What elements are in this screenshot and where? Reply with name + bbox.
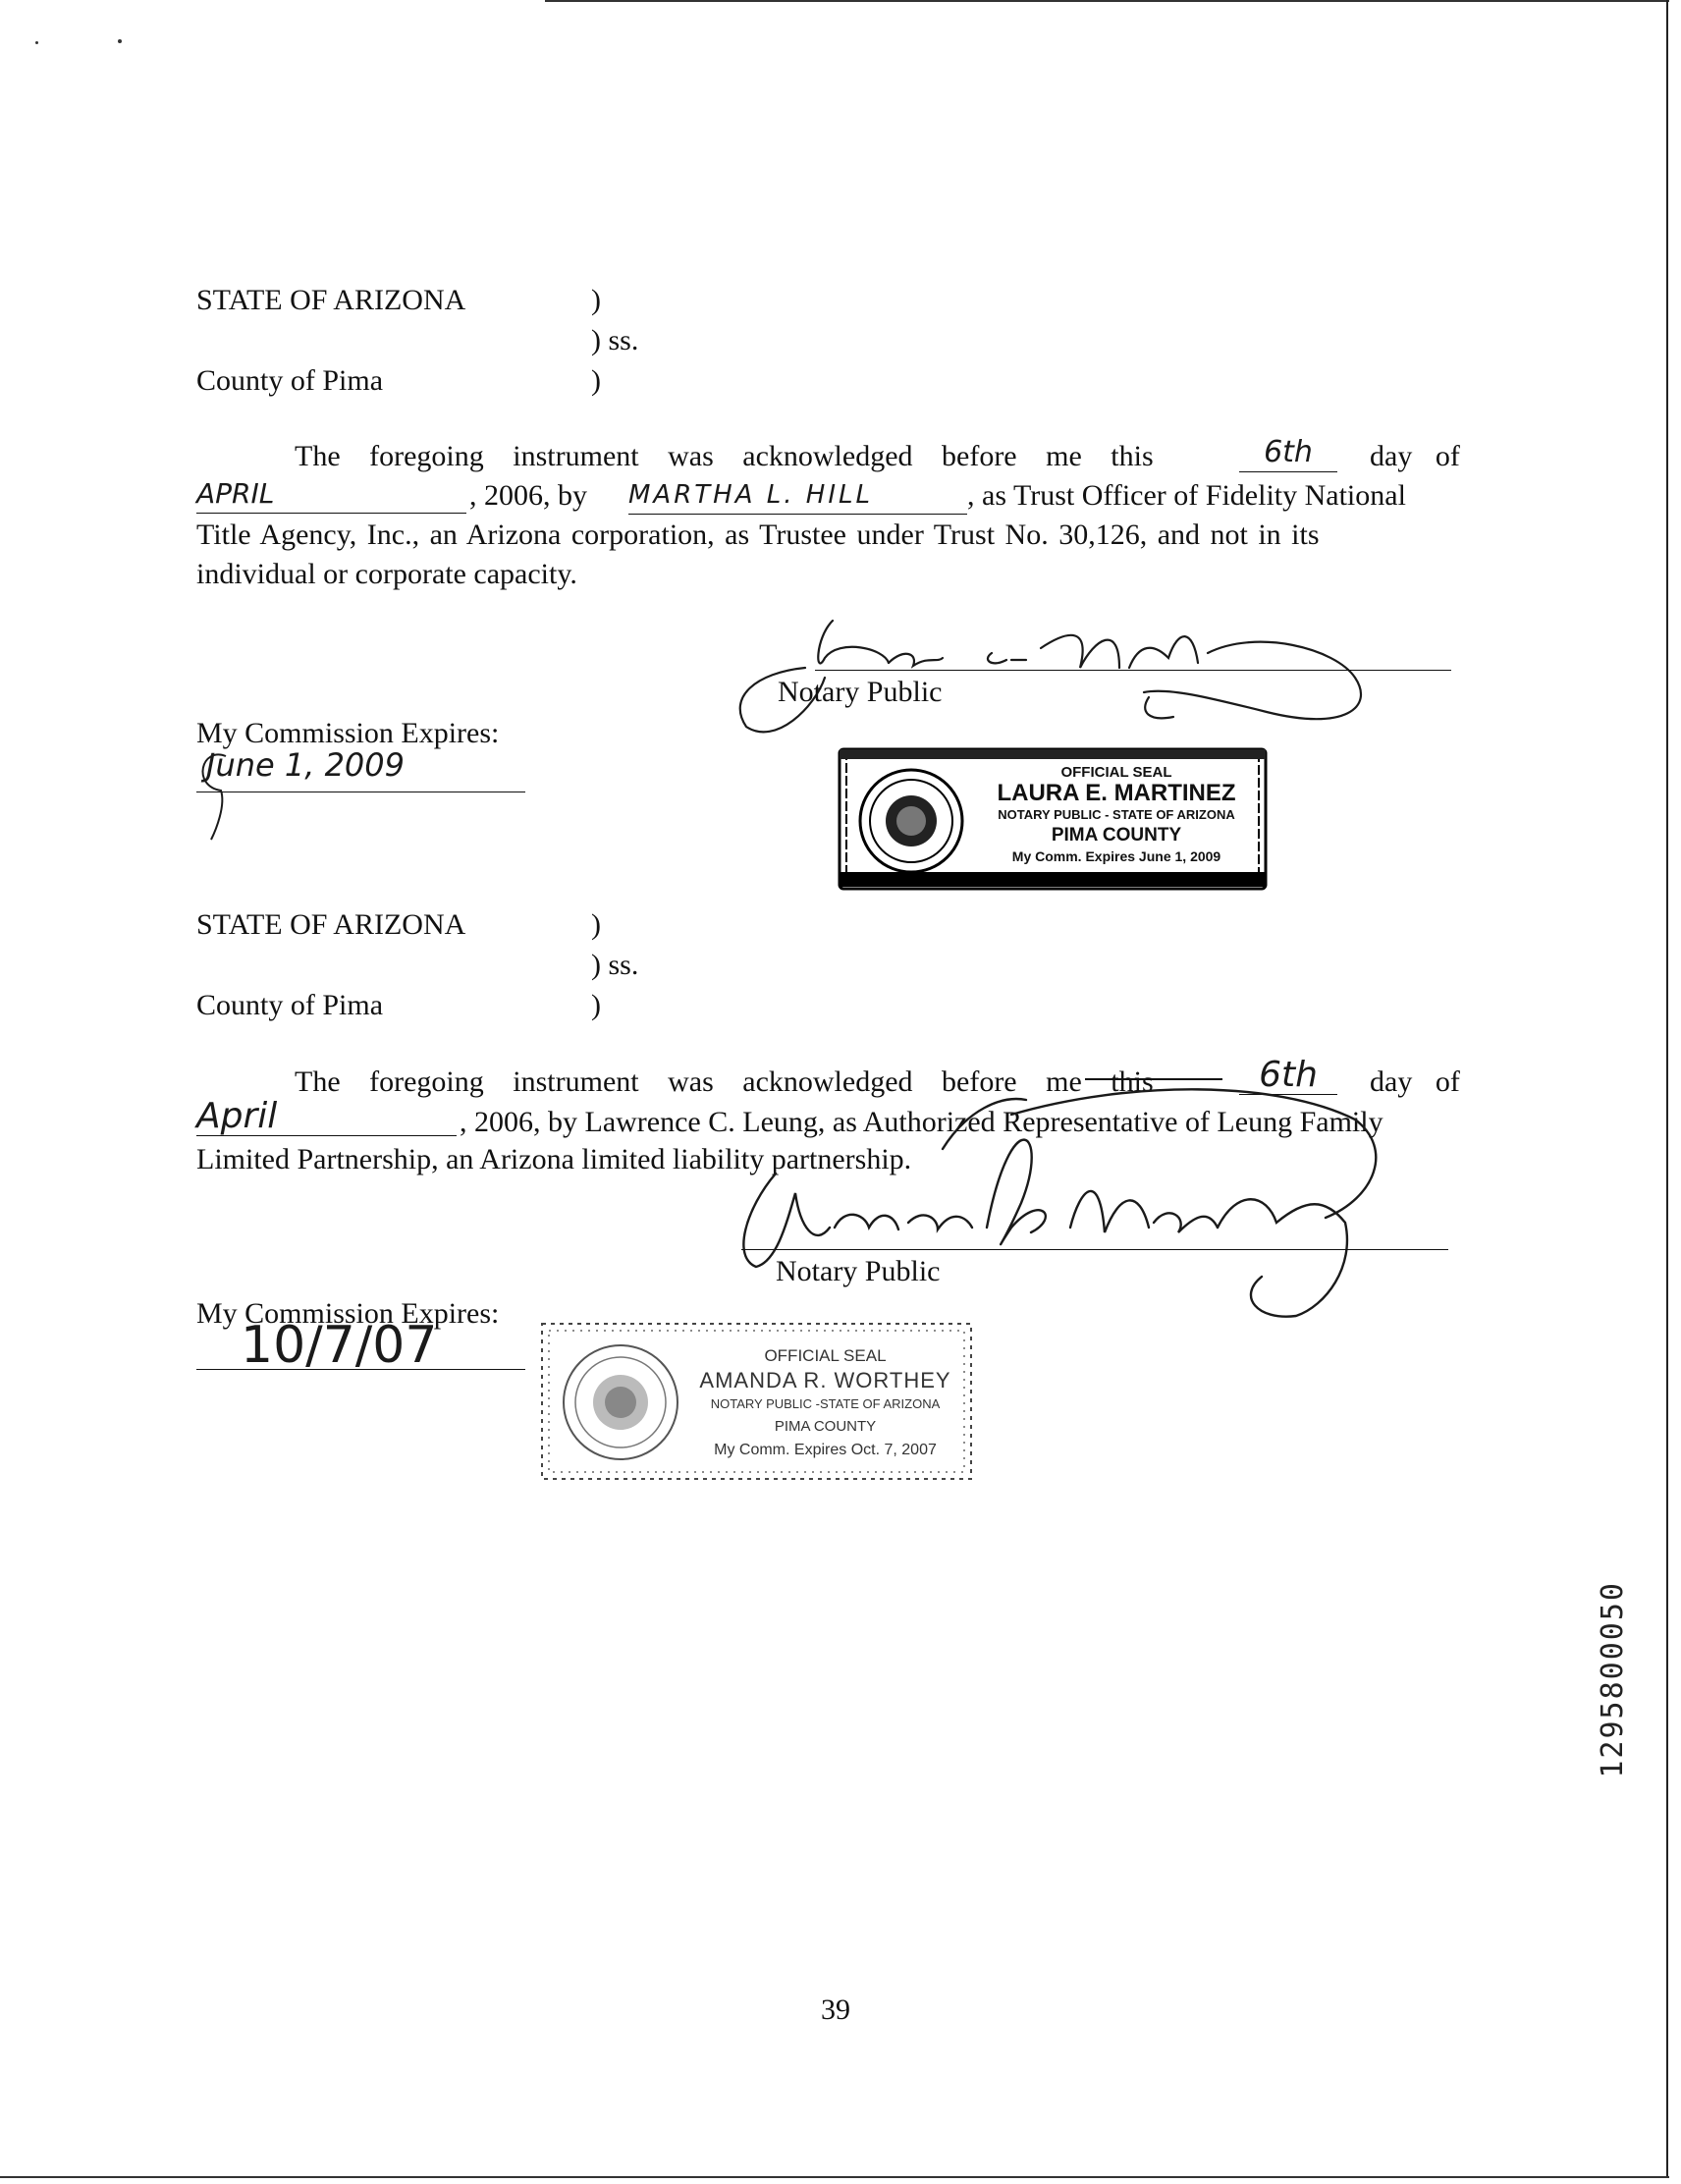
ack-text: The foregoing instrument was acknowledged before me this [295, 440, 1154, 472]
ack-text: day of [1370, 1065, 1460, 1098]
venue-county: County of Pima [196, 364, 384, 397]
venue-ss: ) ss. [591, 324, 639, 356]
seal-state-line: NOTARY PUBLIC - STATE OF ARIZONA [998, 807, 1235, 822]
ack-text: , 2006, by Lawrence C. Leung, as Authorized Representative of Leung Family [460, 1106, 1383, 1138]
commission-date-handwritten: June 1, 2009 [206, 746, 405, 784]
ack-line [295, 438, 1227, 475]
notary-public-label: Notary Public [776, 1255, 941, 1287]
handwritten-day-text: 6th [1239, 1057, 1337, 1095]
ack-text: , 2006, by [469, 479, 587, 512]
commission-label: My Commission Expires: [196, 717, 500, 749]
ack-text: individual or corporate capacity. [196, 558, 577, 590]
scan-edge-right [1666, 0, 1668, 2178]
venue-paren: ) [591, 364, 601, 397]
seal-expires: My Comm. Expires June 1, 2009 [1011, 848, 1221, 864]
venue-state: STATE OF ARIZONA [196, 284, 466, 316]
notary-public-label: Notary Public [778, 676, 943, 708]
scan-speck [118, 39, 122, 43]
seal-title: OFFICIAL SEAL [1060, 764, 1172, 781]
scan-speck [35, 41, 38, 44]
signature-line [815, 670, 1451, 671]
venue-paren: ) [591, 284, 601, 316]
handwritten-month-text: April [196, 1098, 457, 1136]
venue-county: County of Pima [196, 989, 384, 1021]
signature-line [741, 1249, 1448, 1250]
official-seal-laura-martinez [837, 746, 1269, 892]
venue-paren: ) [591, 908, 601, 941]
commission-date-handwritten: 10/7/07 [241, 1316, 438, 1375]
handwritten-day [1239, 1057, 1337, 1096]
handwritten-month [196, 475, 466, 514]
handwritten-name-text: MARTHA L. HILL [628, 476, 967, 515]
handwritten-month [196, 1098, 457, 1137]
commission-label: My Commission Expires: [196, 1297, 500, 1330]
seal-title: OFFICIAL SEAL [764, 1346, 887, 1365]
ack-text: Title Agency, Inc., an Arizona corporation, as Trustee under Trust No. 30,126, and not in its [196, 519, 1320, 551]
ack-text: Limited Partnership, an Arizona limited liability partnership. [196, 1143, 912, 1175]
ack-text: day of [1370, 440, 1460, 472]
venue-paren: ) [591, 989, 601, 1021]
scan-edge-top [545, 0, 1669, 2]
official-seal-amanda-worthey [538, 1320, 975, 1485]
handwritten-day [1239, 434, 1337, 472]
seal-county: PIMA COUNTY [774, 1418, 877, 1435]
seal-name: LAURA E. MARTINEZ [997, 780, 1236, 806]
ack-text: , as Trust Officer of Fidelity National [967, 479, 1406, 512]
venue-ss: ) ss. [591, 949, 639, 981]
seal-expires: My Comm. Expires Oct. 7, 2007 [714, 1442, 937, 1458]
seal-name: AMANDA R. WORTHEY [699, 1368, 951, 1392]
recording-number: 1295800050 [1596, 1581, 1630, 1778]
scan-edge-bottom [0, 2176, 1669, 2178]
seal-state-line: NOTARY PUBLIC -STATE OF ARIZONA [710, 1396, 941, 1411]
ack-text: The foregoing instrument was acknowledged before me this [295, 1065, 1154, 1098]
venue-state: STATE OF ARIZONA [196, 908, 466, 941]
handwritten-day-text: 6th [1239, 434, 1337, 472]
handwritten-month-text: APRIL [196, 475, 466, 514]
page-number: 39 [821, 1993, 850, 2026]
handwritten-name [628, 475, 967, 515]
seal-county: PIMA COUNTY [1051, 825, 1182, 846]
